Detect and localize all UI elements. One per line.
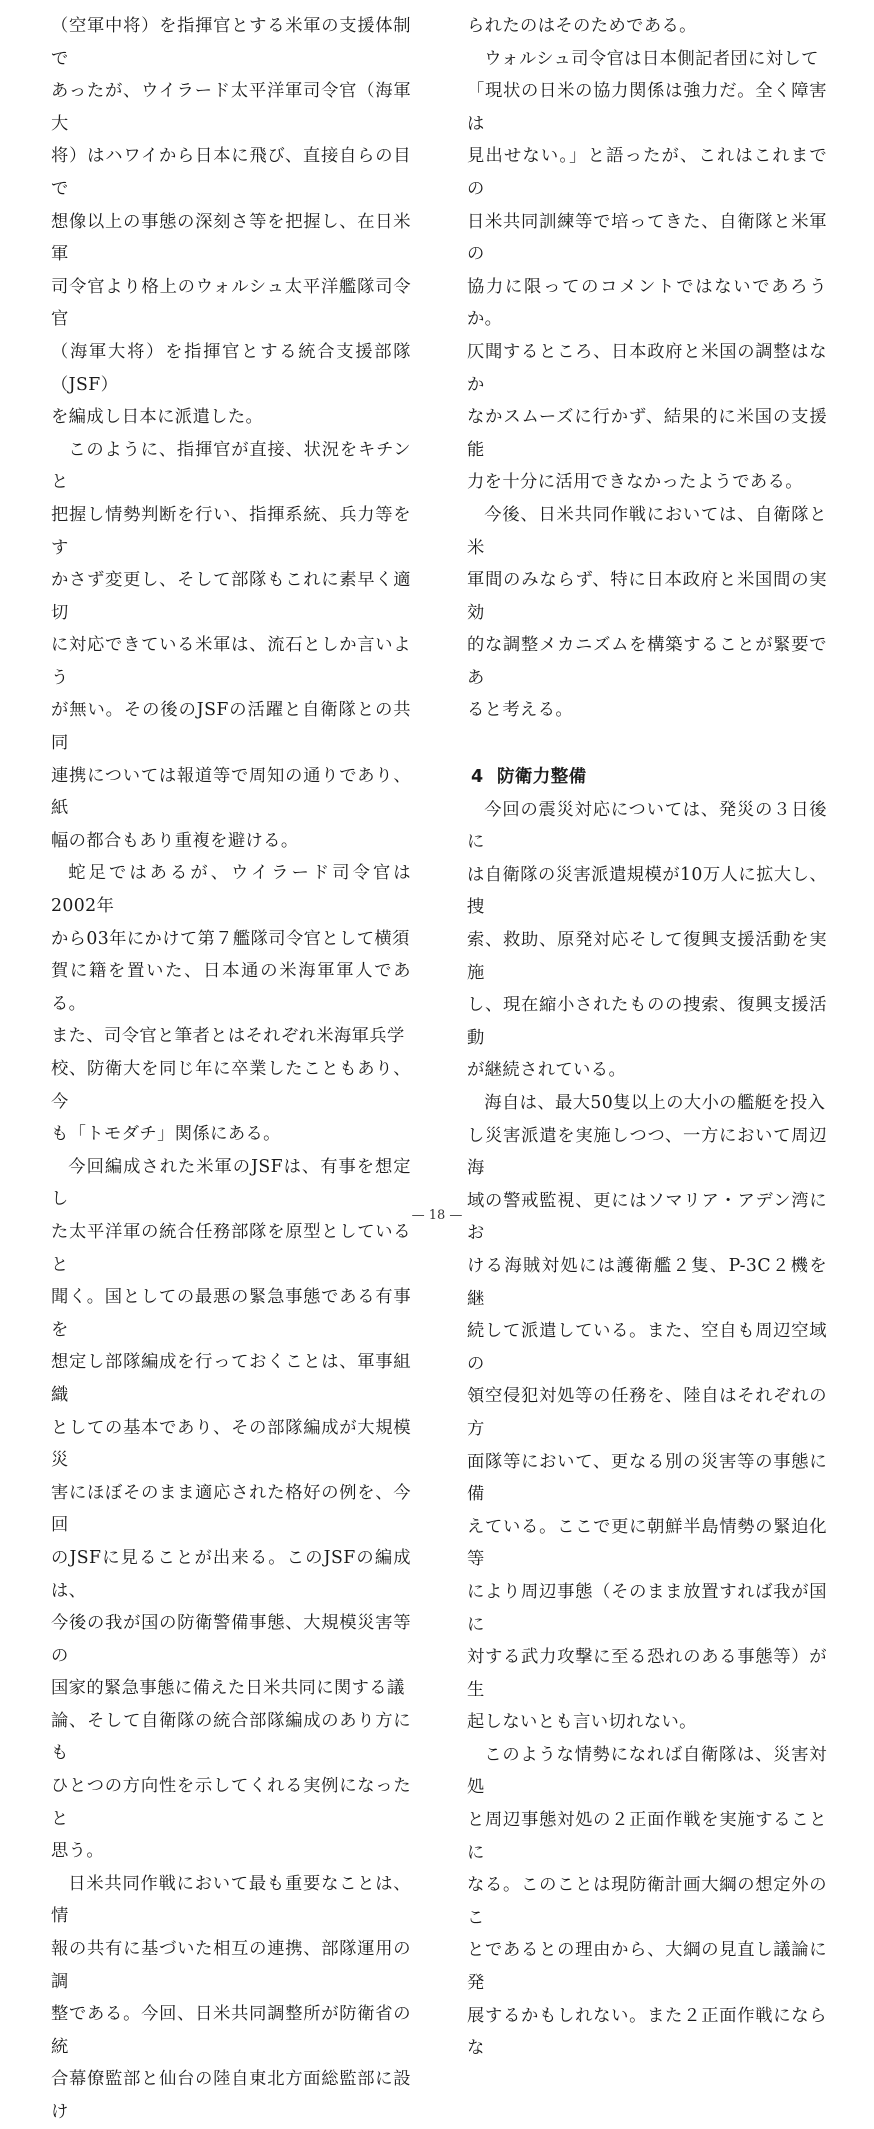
right-column: [467, 10, 827, 2065]
paragraph: 蛇足ではあるが、ウイラード司令官は2002年 から03年にかけて第７艦隊司令官として横須 賀に籍を置いた、日本通の米海軍軍人である。 また、司令官と筆者とはそれぞれ米海軍兵学 校、防衛大を同じ年に卒業したこともあり、今 も「トモダチ」関係にある。: [51, 863, 411, 1145]
paragraph: このような情勢になれば自衛隊は、災害対処 と周辺事態対処の２正面作戦を実施することに なる。このことは現防衛計画大綱の想定外のこ とであるとの理由から、大綱の見直し議論に発 展するかもしれない。また２正面作戦にならな: [467, 1744, 827, 2059]
paragraph: ウォルシュ司令官は日本側記者団に対して 「現状の日米の協力関係は強力だ。全く障害は 見出せない。」と語ったが、これはこれまでの 日米共同訓練等で培ってきた、自衛隊と米軍の 協力に限ってのコメントではないであろうか。 仄聞するところ、日本政府と米国の調整はなか なかスムーズに行かず、結果的に米国の支援能 力を十分に活用できなかったようである。: [467, 48, 827, 493]
section-title: 防衛力整備: [497, 767, 587, 788]
left-column: [51, 10, 411, 2129]
paragraph: 今回の震災対応については、発災の３日後に は自衛隊の災害派遣規模が10万人に拡大し、捜 索、救助、原発対応そして復興支援活動を実施 し、現在縮小されたものの捜索、復興支援活動 が継続されている。: [467, 799, 827, 1081]
page-number: — 18 —: [411, 1208, 463, 1223]
section-number: 4: [471, 767, 484, 788]
paragraph: このように、指揮官が直接、状況をキチンと 把握し情勢判断を行い、指揮系統、兵力等をす かさず変更し、そして部隊もこれに素早く適切 に対応できている米軍は、流石としか言いよう が無い。その後のJSFの活躍と自衛隊との共同 連携については報道等で周知の通りであり、紙 幅の都合もあり重複を避ける。: [51, 439, 411, 851]
paragraph: 今後、日米共同作戦においては、自衛隊と米 軍間のみならず、特に日本政府と米国間の実効 的な調整メカニズムを構築することが緊要であ ると考える。: [467, 504, 827, 721]
paragraph: られたのはそのためである。: [467, 16, 697, 36]
paragraph: （空軍中将）を指揮官とする米軍の支援体制で あったが、ウイラード太平洋軍司令官（海軍大 将）はハワイから日本に飛び、直接自らの目で 想像以上の事態の深刻さ等を把握し、在日米軍 司令官より格上のウォルシュ太平洋艦隊司令官 （海軍大将）を指揮官とする統合支援部隊（JSF） を編成し日本に派遣した。: [51, 16, 411, 428]
paragraph: 日米共同作戦において最も重要なことは、情 報の共有に基づいた相互の連携、部隊運用の調 整である。今回、日米共同調整所が防衛省の統 合幕僚監部と仙台の陸自東北方面総監部に設け: [51, 1873, 411, 2122]
paragraph: 海自は、最大50隻以上の大小の艦艇を投入 し災害派遣を実施しつつ、一方において周辺海 域の警戒監視、更にはソマリア・アデン湾にお ける海賊対処には護衛艦２隻、P-3C２機を継 続して派遣している。また、空自も周辺空域の 領空侵犯対処等の任務を、陸自はそれぞれの方 面隊等において、更なる別の災害等の事態に備 えている。ここで更に朝鮮半島情勢の緊迫化等 により周辺事態（そのまま放置すれば我が国に 対する武力攻撃に至る恐れのある事態等）が生 起しないとも言い切れない。: [467, 1093, 827, 1733]
section-heading: [467, 761, 827, 794]
paragraph: 今回編成された米軍のJSFは、有事を想定し た太平洋軍の統合任務部隊を原型としていると 聞く。国としての最悪の緊急事態である有事を 想定し部隊編成を行っておくことは、軍事組織 としての基本であり、その部隊編成が大規模災 害にほぼそのまま適応された格好の例を、今回 のJSFに見ることが出来る。このJSFの編成は、 今後の我が国の防衛警備事態、大規模災害等の 国家的緊急事態に備えた日米共同に関する議 論、そして自衛隊の統合部隊編成のあり方にも ひとつの方向性を示してくれる実例になったと 思う。: [51, 1156, 411, 1862]
section-spacer: [467, 727, 827, 761]
